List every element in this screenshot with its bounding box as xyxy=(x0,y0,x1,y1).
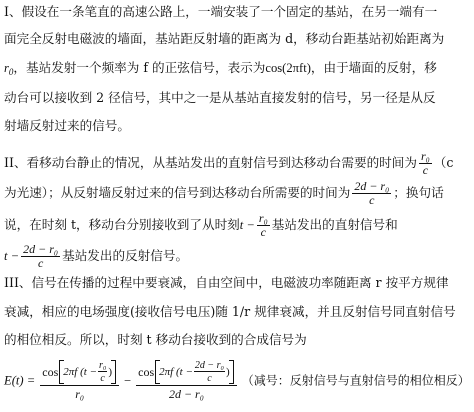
paragraph-text: 基站发出的直射信号和 xyxy=(271,217,398,232)
fraction-2d-r0-over-c: $\frac{\text{2d − r₀}}{c}$ xyxy=(23,242,59,270)
equation-lhs: E(t) = xyxy=(4,373,36,388)
var-r0: $r_0$ xyxy=(4,61,14,77)
paragraph-text: 面完全反射电磁波的墙面，基站距反射墙的距离为 d，移动台距基站初始距离为 xyxy=(4,31,445,46)
minus-sign: − xyxy=(124,373,132,388)
text-line xyxy=(4,90,470,106)
paragraph-text: III、信号在传播的过程中要衰减，自由空间中，电磁波功率随距离 r 按平方规律 xyxy=(4,275,449,290)
text-line xyxy=(4,60,470,80)
paragraph-text: ，基站发射一个频率为 f 的正弦信号，表示为 xyxy=(13,60,266,75)
reflected-signal-term: cos 2πf (t − $\frac{\text{2d − r₀}}{c}$ ) 2d − r₀ xyxy=(136,360,237,401)
paragraph-text: （c xyxy=(433,155,454,170)
paragraph-text: 动台可以接收到 2 径信号，其中之一是从基站直接发射的信号，另一径是从反 xyxy=(4,90,436,105)
paragraph-text: 说，在时刻 t，移动台分别接收到了从时刻 xyxy=(4,217,240,232)
paragraph-text: ，由于墙面的反射，移 xyxy=(310,60,437,75)
cos-expression: cos(2πft) xyxy=(265,61,311,75)
paragraph-text: 基站发出的反射信号。 xyxy=(62,248,189,263)
text-line xyxy=(4,212,470,239)
paragraph-text: 为光速）；从反射墙反射过来的信号到达移动台所需要的时间为 xyxy=(4,185,351,200)
fraction-r0-over-c: $\frac{\text{r₀}}{c}$ xyxy=(420,149,430,177)
text-line xyxy=(4,275,470,291)
paragraph-text: 衰减，相应的电场强度(接收信号电压)随 1/r 规律衰减，并且反射信号同直射信号 xyxy=(4,304,456,319)
equation-note: （减号：反射信号与直射信号的相位相反） xyxy=(241,373,470,388)
paragraph-text: ；换句话 xyxy=(393,185,444,200)
text-line xyxy=(4,118,470,134)
text-line xyxy=(4,150,470,177)
fraction-2d-r0-over-c: $\frac{\text{2d − r₀}}{c}$ xyxy=(354,179,390,207)
paragraph-text: 的相位相反。所以，时刻 t 移动台接收到的合成信号为 xyxy=(4,332,307,347)
text-line xyxy=(4,332,470,348)
fraction-r0-over-c: $\frac{\text{r₀}}{c}$ xyxy=(258,211,268,239)
text-line xyxy=(4,180,470,207)
text-line xyxy=(4,31,470,47)
text-line xyxy=(4,4,470,20)
time-expression: t − xyxy=(239,218,255,232)
paragraph-text: I、假设在一条笔直的高速公路上，一端安装了一个固定的基站，在另一端有一 xyxy=(4,4,438,19)
direct-signal-term: cos 2πf (t − $\frac{\text{r₀}}{c}$ ) r₀ xyxy=(40,360,119,401)
paragraph-text: II、看移动台静止的情况，从基站发出的直射信号到达移动台需要的时间为 xyxy=(4,155,417,170)
text-line xyxy=(4,243,470,270)
text-line xyxy=(4,304,470,320)
equation-line xyxy=(4,360,470,401)
time-expression: t − xyxy=(4,249,20,263)
paragraph-text: 射墙反射过来的信号。 xyxy=(4,118,130,133)
